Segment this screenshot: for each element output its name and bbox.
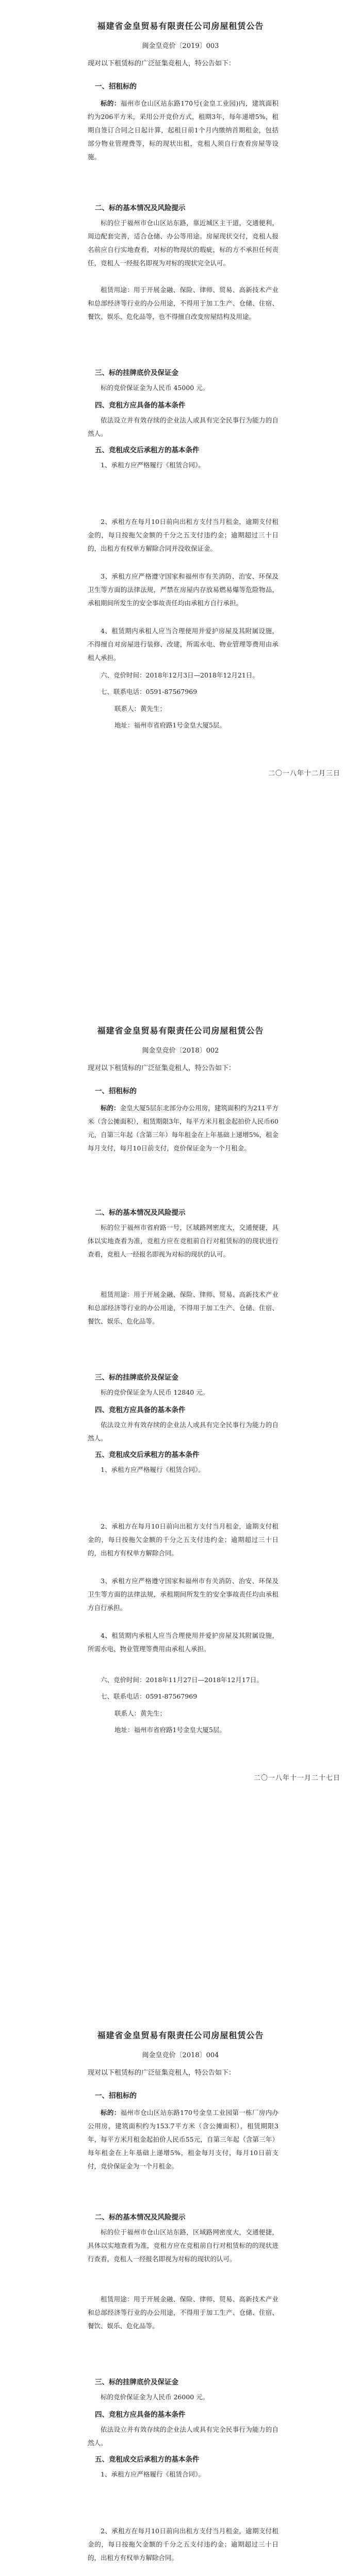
contact-person: 联系人：黄先生； [114, 705, 167, 713]
section-heading-lessee-conditions: 五、竞租成交后承租方的基本条件 [95, 1451, 200, 1459]
bidding-period: 六、竞价时间：2018年12月3日—2018年12月21日。 [101, 671, 259, 679]
section-heading-deposit: 三、标的挂牌底价及保证金 [95, 369, 178, 377]
target-paragraph [88, 1101, 278, 1155]
condition-1: 1、承租方应严格履行《租赁合同》。 [101, 1466, 205, 1473]
condition-4: 4、租赁期内承租人应当合理使用并爱护房屋及其附属设施，所需水电、物业管理等费用由承租人承担。 [88, 1632, 278, 1653]
section-heading-deposit: 三、标的挂牌底价及保证金 [95, 2378, 178, 2386]
notice-title: 福建省金皇贸易有限责任公司房屋租赁公告 [97, 21, 264, 31]
usage-paragraph: 租赁用途：用于开展金融、保险、律师、贸易、高新技术产业和总部经济等行业的办公用途，不得用于加工生产、仓储、住宿、餐饮、娱乐、危化品等。 [88, 1291, 278, 1325]
target-label: 标的： [101, 1104, 120, 1112]
bidding-period: 六、竞价时间：2018年11月27日—2018年12月17日。 [101, 1676, 263, 1684]
intro-text: 现对以下租赁标的广泛征集竞租人，特公告如下： [88, 1064, 236, 1072]
usage-paragraph: 租赁用途：用于开展金融、保险、律师、贸易、高新技术产业和总部经济等行业的办公用途，不得用于加工生产、仓储、住宿、餐饮、娱乐、危化品等。 [88, 2295, 278, 2330]
condition-4: 4、租赁期内承租人应当合理使用并爱护房屋及其附属设施，不得擅自对房屋进行装修、改建，所需水电、物业管理等费用由承租人承担。 [88, 627, 278, 662]
intro-text: 现对以下租赁标的广泛征集竞租人，特公告如下： [88, 2069, 236, 2077]
section-heading-target: 一、招租标的 [95, 1087, 137, 1095]
notice-date: 二〇一八年十一月二十七日 [253, 1774, 340, 1782]
condition-1: 1、承租方应严格履行《租赁合同》。 [101, 2470, 205, 2478]
target-paragraph [88, 2106, 278, 2173]
document-number: 闽金皇竞价〔2018〕002 [142, 1047, 219, 1055]
contact-address: 地址：福州市省府路1号金皇大厦5层。 [114, 721, 226, 729]
section-heading-lessee-conditions: 五、竞租成交后承租方的基本条件 [95, 446, 200, 454]
notice-title: 福建省金皇贸易有限责任公司房屋租赁公告 [97, 2030, 264, 2040]
section-heading-target: 一、招租标的 [95, 82, 137, 91]
condition-2: 2、承租方在每月10日前向出租方支付当月租金，逾期支付租金的，每日按拖欠金额的千分之五支付违约金；逾期超过三十日的，出租方有权单方解除合同。 [88, 1522, 278, 1557]
contact-phone: 七、联系电话：0591-87567969 [101, 1692, 198, 1700]
contact-person: 联系人：黄先生； [114, 1709, 167, 1717]
condition-2: 2、承租方在每月10日前向出租方支付当月租金，逾期支付租金的，每日按拖欠金额的千分之五支付违约金；逾期超过三十日的，出租方有权单方解除合同。 [88, 2527, 278, 2562]
document-number: 闽金皇竞价〔2018〕004 [142, 2052, 219, 2059]
notice-title: 福建省金皇贸易有限责任公司房屋租赁公告 [97, 1026, 264, 1036]
section-heading-target: 一、招租标的 [95, 2092, 137, 2100]
condition-3: 3、承租方应严格遵守国家和福州市有关消防、治安、环保及卫生等方面的法律法规，承租期间所发生的安全事故责任均由承租方自行承担。 [88, 1577, 278, 1612]
bidder-condition-paragraph: 依法设立并有效存续的企业法人或具有完全民事行为能力的自然人。 [88, 416, 278, 437]
section-heading-deposit: 三、标的挂牌底价及保证金 [95, 1374, 178, 1382]
target-label: 标的： [101, 2109, 121, 2116]
condition-2: 2、承租方在每月10日前向出租方支付当月租金，逾期支付租金的，每日按拖欠金额的千分之五支付违约金；逾期超过三十日的，出租方有权单方解除合同并没收保证金。 [88, 518, 278, 552]
deposit-paragraph: 标的竞价保证金为人民币 12840 元。 [101, 1388, 209, 1396]
section-heading-risk: 二、标的基本情况及风险提示 [95, 2213, 186, 2222]
risk-paragraph: 标的位于福州市省府路一号，区域路网密度大，交通便捷，具体以实地查看为准，竞租方应在竞租前自行对租赁标的的现状进行查看，竞租人一经报名即视为对标的现状的认可。 [88, 1224, 278, 1258]
risk-paragraph: 标的位于福州市仓山区站东路，靠近城区主干道，交通便利，周边配套完善，适合仓储、办公等用途。房屋现状交付，竞租人报名前应自行实地查看，对标的物现状的瑕疵，标的方不承担任何责任，竞租人一经报名即视为对标的现状完全认可。 [88, 219, 278, 267]
deposit-paragraph: 标的竞价保证金为人民币 45000 元。 [101, 384, 209, 392]
usage-paragraph: 租赁用途：用于开展金融、保险、律师、贸易、高新技术产业和总部经济等行业的办公用途，不得用于加工生产、仓储、住宿、餐饮、娱乐、危化品等，也不得擅自改变房屋结构及用途。 [88, 286, 278, 320]
target-paragraph [88, 97, 278, 164]
notice-date: 二〇一八年十二月三日 [268, 770, 340, 777]
target-text: 福州市仓山区站东路170号金皇工业园第一栋厂房内办公用房，建筑面积约为153.7平方米（含公摊面积），租赁期限3年，每平方米月租金起拍价人民币55元，自第三年起（含第三年）每年租金在上年基础上递增5%，租金每月支付，每月10日前支付，竞价保证金为一个月租金。 [88, 2109, 278, 2170]
section-heading-bidder-conditions: 四、竞租方应具备的基本条件 [95, 401, 186, 410]
intro-text: 现对以下租赁标的广泛征集竞租人，特公告如下： [88, 60, 236, 67]
bidder-condition-paragraph: 依法设立并有效存续的企业法人或具有完全民事行为能力的自然人。 [88, 1421, 278, 1442]
condition-3: 3、承租方应严格遵守国家和福州市有关消防、治安、环保及卫生等方面的法律法规，严禁在房屋内存放易燃易爆等危险物品，承租期间所发生的安全事故责任均由承租方自行承担。 [88, 572, 278, 607]
risk-paragraph: 标的位于福州市仓山区站东路，区域路网密度大，交通便捷，具体以实地查看为准，竞租方应在竞租前自行对租赁标的的现状进行查看，竞租人一经报名即视为对标的现状的认可。 [88, 2228, 278, 2263]
section-heading-bidder-conditions: 四、竞租方应具备的基本条件 [95, 1406, 186, 1414]
deposit-paragraph: 标的竞价保证金为人民币 26000 元。 [101, 2393, 209, 2401]
document-number: 闽金皇竞价〔2019〕003 [142, 42, 219, 50]
target-text: 福州市仓山区站东路170号(金皇工业园)内，建筑面积约为206平方米，采用公开竞价方式，租期3年，每年递增5%，租期自签订合同之日起计算，起租日前1个月内缴纳首期租金，包括部分物业管理费等，标的现状出租，竞租人须自行查看房屋等设施。 [88, 99, 278, 161]
bidder-condition-paragraph: 依法设立并有效存续的企业法人或具有完全民事行为能力的自然人。 [88, 2426, 278, 2447]
section-heading-lessee-conditions: 五、竞租成交后承租方的基本条件 [95, 2455, 200, 2464]
target-label: 标的： [101, 99, 121, 107]
contact-address: 地址：福州市省府路1号金皇大厦5层。 [114, 1726, 226, 1734]
section-heading-bidder-conditions: 四、竞租方应具备的基本条件 [95, 2411, 186, 2419]
contact-phone: 七、联系电话：0591-87567969 [101, 688, 198, 696]
target-text: 金皇大厦5层东北部分办公用房，建筑面积约为211平方米（含公摊面积），租赁期限3年，每平方米月租金起拍价人民币60元，自第三年起（含第三年）每年租金在上年基础上递增5%，租金每月支付，每月10日前支付，竞价保证金为一个月租金。 [88, 1104, 278, 1152]
section-heading-risk: 二、标的基本情况及风险提示 [95, 204, 186, 212]
section-heading-risk: 二、标的基本情况及风险提示 [95, 1209, 186, 1217]
condition-1: 1、承租方应严格履行《租赁合同》。 [101, 461, 205, 469]
